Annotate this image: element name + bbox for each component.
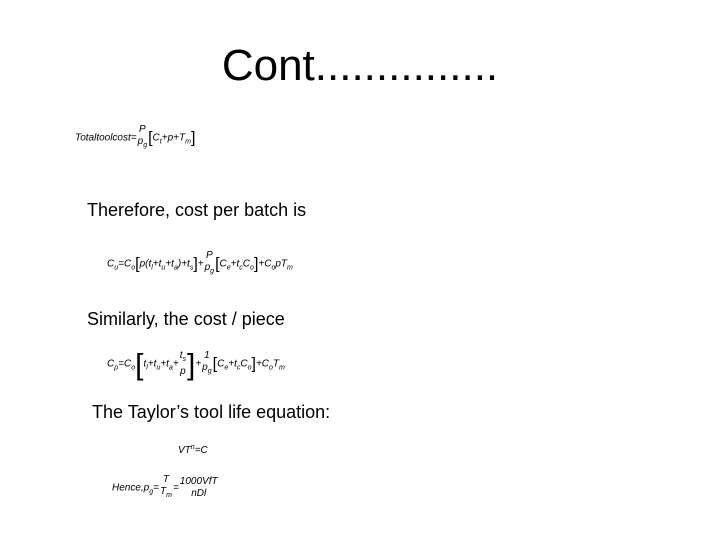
frac-denominator: $p_g$ [137, 136, 148, 149]
eq-lhs: Totaltoolcost= [75, 132, 137, 144]
equation-cost-per-batch: $C_u=C_o[p(t_l+t_u+t_a)+t_s]+$ P $p_g$ $[C_e+t_cC_o]+C_opT_m$ [107, 250, 293, 278]
equation-taylor: $VT^n=C$ [178, 444, 208, 456]
text-taylor-equation: The Taylor’s tool life equation: [92, 402, 331, 422]
eq-fraction: $t_s$ p [179, 350, 186, 377]
equation-hence: $Hence,p_g=$ T $T_m$ = 1000VfT nDl [112, 474, 219, 502]
eq-fraction [138, 124, 147, 152]
bracket-close: ] [190, 129, 196, 147]
equation-cost-per-piece: $C_p=C_o[t_l+t_u+t_a+$ $t_s$ p ]+ 1 $p_g$ $[C_e+t_cC_o]+C_oT_m$ [107, 348, 285, 382]
eq-fraction: 1000VfT nDl [179, 476, 218, 499]
equation-total-tool-cost: Totaltoolcost= P $p_g$ $[C_t+p+T_m]$ [75, 124, 195, 152]
eq-fraction: P $p_g$ [204, 250, 215, 275]
slide-title: Cont............... [221, 41, 499, 90]
text-cost-per-batch: Therefore, cost per batch is [87, 200, 307, 220]
text-cost-per-piece: Similarly, the cost / piece [87, 309, 285, 329]
bracket-open: [ [148, 129, 153, 147]
eq-fraction: T $T_m$ [160, 474, 172, 499]
frac-numerator: P [139, 124, 146, 135]
eq-fraction: 1 $p_g$ [202, 350, 212, 375]
